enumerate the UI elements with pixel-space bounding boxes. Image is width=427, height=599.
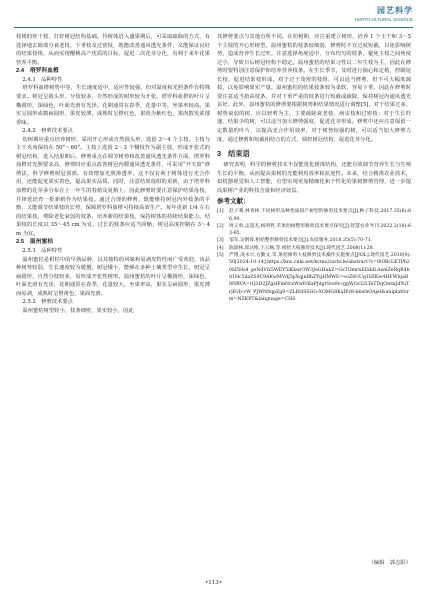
journal-title-en: HORTICULTURAL SCIENCE xyxy=(354,17,413,22)
paragraph: 塔罗科血橙树势中等，生长速度适中，适应性较强，但对温度和光照条件有特殊要求。树冠呈圆头形，分枝较多，自然形成的树形较为开张。塔罗科血橙的叶片呈椭圆形，深绿色，叶面光滑有光泽。花期通常在春季，花量中等，坐果率较高。果实呈圆形或微扁圆形，果皮较薄，成熟时呈橙红色，果肉为紫红色，果肉散发浓郁香味。 xyxy=(16,85,210,126)
editor-note: （编辑 郭志阳） xyxy=(368,560,411,566)
journal-header xyxy=(355,5,413,22)
reference-text: 周义勇,孟超杰,杨明哲.苹果幼树整形修剪技术要点探究[J].智慧农业导刊,2022,2(18):63-65. xyxy=(229,223,411,237)
reference-item xyxy=(217,252,411,303)
references-heading: 参考文献： xyxy=(217,198,250,206)
section-heading-2-5: 2.5 温州蜜桔 xyxy=(16,239,54,246)
reference-number: [1] xyxy=(217,209,224,215)
reference-number: [2] xyxy=(217,223,224,229)
header-rule xyxy=(14,27,413,28)
reference-number: [4] xyxy=(217,245,224,251)
section-heading-3: 3 结束语 xyxy=(217,149,250,159)
paragraph: 研究表明，科学的修剪技术不仅能优化树体结构，还能有效调节营养生长与生殖生长的平衡，从而提高果树的光能利用效率和抗逆性。未来，结合精准农业技术，如机器视觉和人工智能，有望实现更加精细化和个性化的果树修剪管理，进一步提高果树产业的科技含量和经济效益。 xyxy=(217,162,411,194)
journal-title-cn: 园艺科学 xyxy=(377,6,413,15)
subsection-heading-2-4-1: 2.4.1 品种特性 xyxy=(22,76,63,83)
paragraph: 温州蜜桔树型较小，枝条细密，果实较小，因此 xyxy=(22,307,134,314)
reference-number: [3] xyxy=(217,238,224,244)
paragraph: 枝树的骨干枝，打好树冠结构基础。待树体进入盛果期后，可采取疏除的方式，有选择地去除部分衰老枝、下垂枝及过密枝，既能改善通风透光条件，又能保证良好的结果枝组，从而实现樱桃高产优质的目标，促进二次花芽分化，有利于来年花果营养平衡。 xyxy=(16,34,210,66)
page-number: •113• xyxy=(205,580,222,586)
subsection-heading-2-5-1: 2.5.1 品种特性 xyxy=(22,247,63,254)
subsection-heading-2-4-2: 2.4.2 修剪技术要点 xyxy=(22,128,73,135)
paragraph: 幼树期应重点培养树形，采用开心形或自然圆头形，选留 3～4 个主枝，主枝与主干夹角保持在 50°～60°。主枝上选留 2～3 个侧枝作为副主枝，形成开张式的树冠结构，进入结果期后，修剪重点在调节树势和改善通风透光条件方面，塔罗科血橙对光照要求高，修剪时应重点改善树冠内膛通风透光条件，可采用“开天窗”修剪法，科学修剪树冠顶部，有效增加光照渗透率。这不仅有利于树体进行光合作用，还能促进果实着色，提高果实品质。同时，注意结果枝组的更新，由于塔罗科血橙的花芽多分布在上一年生的春梢及夏梢上，因此修剪时要注意保护结果母枝，并择优培育一批新梢作为结果枝。通过合理的修剪，既能维持树冠内外枝条的平衡，又能调节结果枝的长势，保障塔罗科血橙可持续高效生产。每年更新 1/4 左右的结果枝，剪除老化衰弱的枝条，培养新的结果枝，保持树体的持续结果能力。结果枝的长度以 35～45 cm 为宜，过长的枝条应适当回缩，树冠高度控制在 3～4 m 为宜。 xyxy=(16,136,210,237)
section-heading-2-4: 2.4 塔罗科血橙 xyxy=(16,68,59,75)
paragraph: 温州蜜桔是柑桔中的早熟品种，以其独特的风味和易剥皮特性而广受欢迎，该品种树势较弱，生长速度较为缓慢，树冠矮小，能够在多种土壤类型中生长，树冠呈扁圆形，自然分枝较多，易形成开张性树形。温州蜜桔的叶片呈椭圆形，深绿色，叶面光滑有光泽，花期通常在春季，花量较大，坐果率高，果实呈扁圆形，果皮薄而易剥，成熟时呈橙黄色，果面光滑。 xyxy=(16,256,210,297)
reference-text: 赵子骞,林青林.不同树形品种优质稳产树型的修剪技术要点[J].种子科技,2017,35(6):86,90. xyxy=(229,209,411,222)
subsection-heading-2-5-2: 2.5.2 修剪技术要点 xyxy=(22,299,73,306)
reference-text: 陈锦林,邱达维,王云枫,等.柑桔大枝修剪技术[J].现代园艺,2008(1):28. xyxy=(229,245,375,251)
reference-text: 严翔,凌永兴,方勤文,等.果桔修剪大枝修剪技术操作实施要点[J/OL].现代园艺,2010(9):50[2024-10-14].https://kns.cnki.net/kcms2/article/abstract?v=8t0BcLKTPh20H5Hs4_gsNdVlx5WEY5iKkwr3W3JeGHakZ=GzTOmrnEEddLAxeiZeRqR4h81Hc5dzZS9C9AKwMVdj5pXqjnBhZYgHMWE=ooZ6GUq1HIKw4HFWbjaB8NRVA=tQ3D2JZgslFmNrxWwPdIaPJdgrSrs9ccggWOcI2LTeTDqQwmJdYuTrjEvb-vW_PJWN8qpZg0=ZLRHSSGG-XOMG8KxIPz8-hkwhOAjel&uniplatform=NZKPT&language=CHS. xyxy=(229,253,411,302)
reference-item xyxy=(217,245,411,252)
paragraph: 其修剪要点与其他有所不同。在幼树期，应注重建立树形，培养 1 个主干和 3～5 个主枝的开心形树型。温州蜜桔的枝条较细弱，修剪时不宜过度短截，以免影响树势，造成营养生长过旺。注意选择角度适中、分布均匀的枝条，避免主枝之间角度过小，导致日后树冠结构不稳定。温州蜜桔的结果习性以二年生枝为主，因此在修剪时要特别注意保护和培养营养枝条。在生长季节，及时进行摘心和定梢，控制徒长枝，促进结果枝形成，对于过于茂密的枝组，可以适当修剪，但不可大幅度疏枝，以免影响果实产量。温州蜜桔的结果枝条较为柔软，容易下垂，因此在修剪时要注意适当抬高枝条，并对下垂严重的枝条进行短截或疏除，保持树冠内通风透光良好。此外，温州蜜桔的修剪要根据树势和结果情况进行调整[5]，对于结果过多、树势衰弱的树，应以轻剪为主，主要疏除衰老枝、病虫枝和过密枝；对于生长旺盛、结果少的树，可以适当加大修剪强度，促进花芽形成。修剪中还应注意保留一定数量的叶片，以提高光合作用效率，对于树势较强的树，可以适当加大修剪力度，通过修剪和短截相结合的方式，调控树冠结构，促进花芽分化。 xyxy=(217,34,411,143)
reference-item xyxy=(217,237,411,244)
left-column xyxy=(16,33,210,315)
reference-item xyxy=(217,223,411,238)
reference-item xyxy=(217,208,411,223)
reference-text: 邹军,吴钢锋.柑桔整形修剪技术要点[J].农技服务,2018,35(5):70-71. xyxy=(229,238,373,244)
right-column xyxy=(217,33,411,303)
reference-number: [5] xyxy=(217,253,224,259)
